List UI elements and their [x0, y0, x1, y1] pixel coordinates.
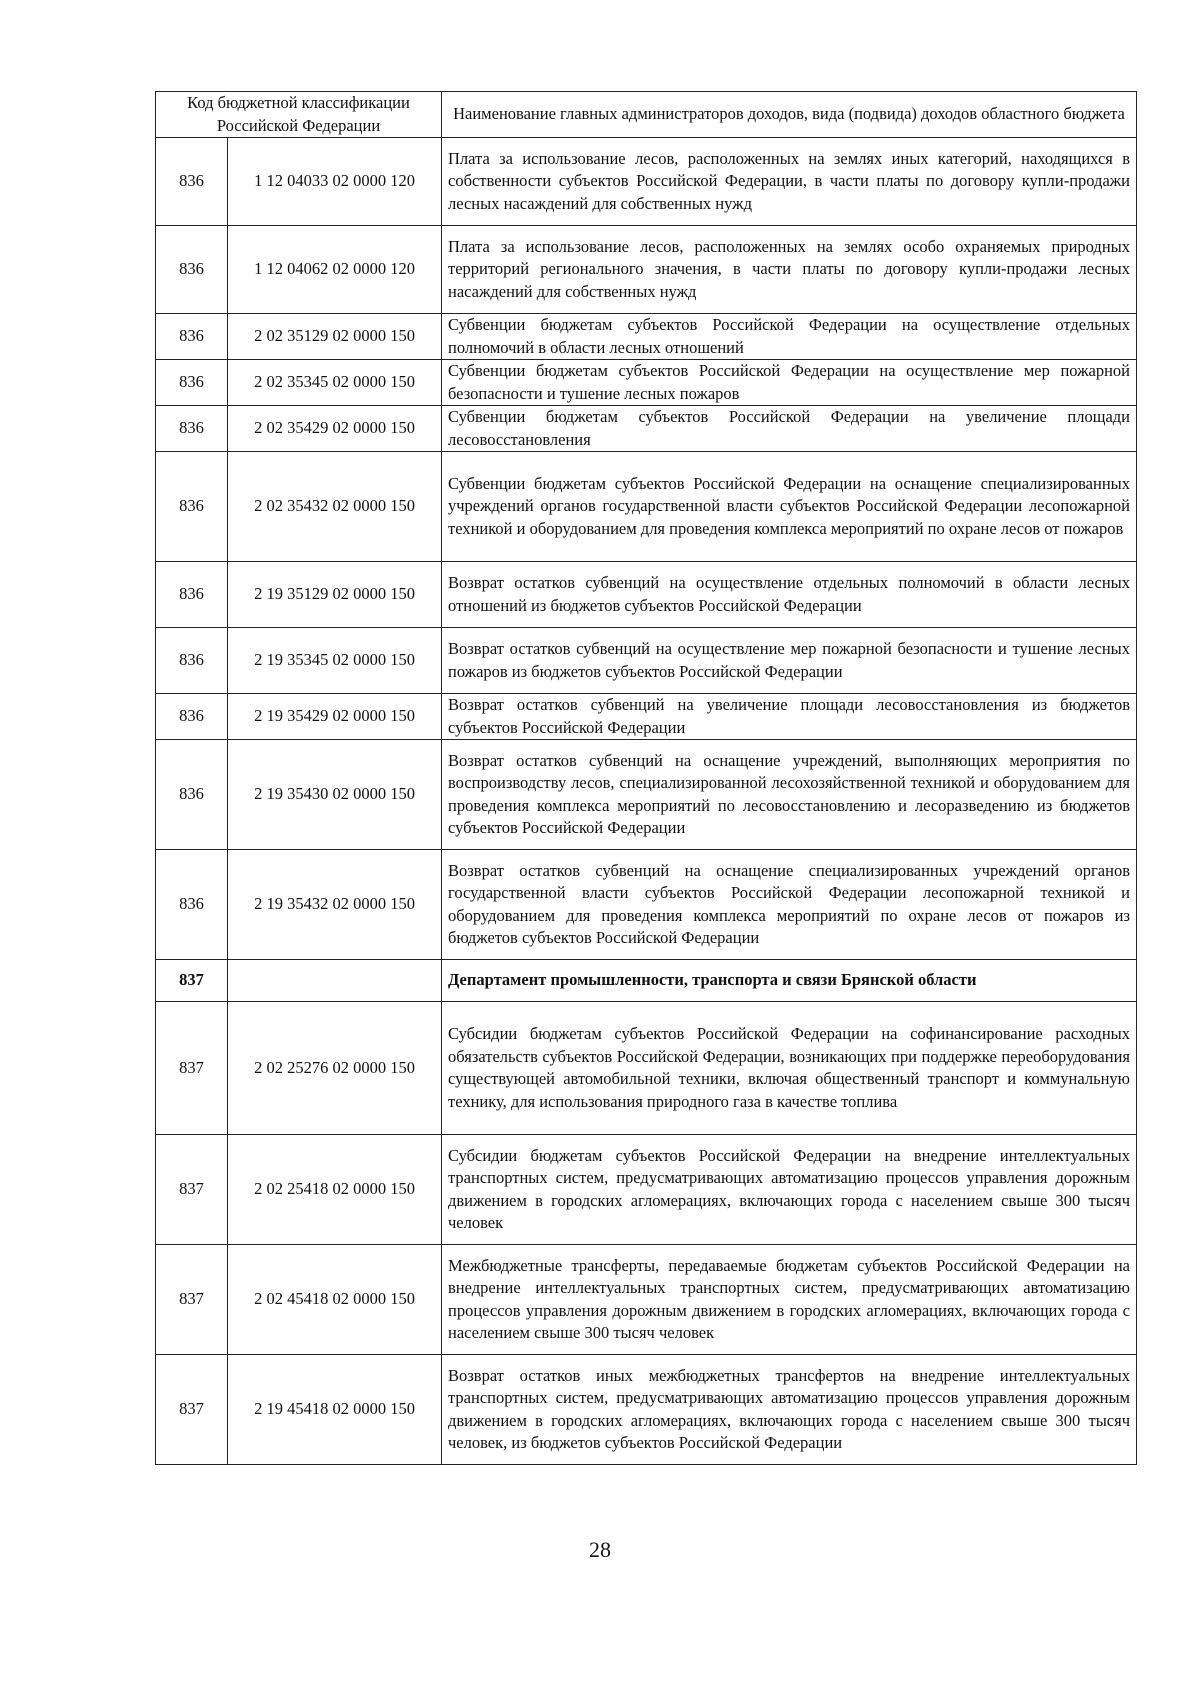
admin-code-cell: 836	[156, 562, 228, 628]
header-name-column: Наименование главных администраторов доходов, вида (подвида) доходов областного бюджета	[442, 92, 1137, 138]
budget-classification-table	[155, 91, 1137, 1465]
admin-code-cell: 836	[156, 740, 228, 850]
admin-code-cell: 837	[156, 1002, 228, 1135]
table-row	[156, 226, 1137, 314]
budget-code-cell: 2 19 35129 02 0000 150	[228, 562, 442, 628]
admin-code-cell: 836	[156, 406, 228, 452]
header-code-column: Код бюджетной классификации Российской Федерации	[156, 92, 442, 138]
revenue-name-cell: Возврат остатков субвенций на оснащение специализированных учреждений органов государственной власти субъектов Российской Федерации лесопожарной техникой и оборудованием для проведения комплекса мероприятий по охране лесов от пожаров из бюджетов субъектов Российской Федерации	[442, 850, 1137, 960]
revenue-name-cell: Субвенции бюджетам субъектов Российской Федерации на оснащение специализированных учреждений органов государственной власти субъектов Российской Федерации лесопожарной техникой и оборудованием для проведения комплекса мероприятий по охране лесов от пожаров	[442, 452, 1137, 562]
table-row	[156, 360, 1137, 406]
table-row	[156, 740, 1137, 850]
budget-code-cell: 1 12 04062 02 0000 120	[228, 226, 442, 314]
admin-code-cell: 836	[156, 138, 228, 226]
admin-code-cell: 837	[156, 1245, 228, 1355]
table-row	[156, 960, 1137, 1002]
table-row	[156, 562, 1137, 628]
revenue-name-cell: Возврат остатков субвенций на оснащение учреждений, выполняющих мероприятия по воспроизводству лесов, специализированной лесохозяйственной техникой и оборудованием для проведения комплекса мероприятий по лесовосстановлению и лесоразведению из бюджетов субъектов Российской Федерации	[442, 740, 1137, 850]
table-row	[156, 694, 1137, 740]
table-row	[156, 1355, 1137, 1465]
table-row	[156, 138, 1137, 226]
admin-code-cell: 836	[156, 850, 228, 960]
revenue-name-cell: Департамент промышленности, транспорта и связи Брянской области	[442, 960, 1137, 1002]
revenue-name-cell: Возврат остатков субвенций на осуществление мер пожарной безопасности и тушение лесных пожаров из бюджетов субъектов Российской Федерации	[442, 628, 1137, 694]
revenue-name-cell: Субвенции бюджетам субъектов Российской Федерации на осуществление мер пожарной безопасности и тушение лесных пожаров	[442, 360, 1137, 406]
admin-code-cell: 836	[156, 628, 228, 694]
budget-code-cell: 2 19 45418 02 0000 150	[228, 1355, 442, 1465]
admin-code-cell: 837	[156, 960, 228, 1002]
revenue-name-cell: Субсидии бюджетам субъектов Российской Федерации на внедрение интеллектуальных транспортных систем, предусматривающих автоматизацию процессов управления дорожным движением в городских агломерациях, включающих города с населением свыше 300 тысяч человек	[442, 1135, 1137, 1245]
table-header-row	[156, 92, 1137, 138]
revenue-name-cell: Возврат остатков субвенций на осуществление отдельных полномочий в области лесных отношений из бюджетов субъектов Российской Федерации	[442, 562, 1137, 628]
table-row	[156, 452, 1137, 562]
budget-code-cell: 2 02 25276 02 0000 150	[228, 1002, 442, 1135]
table-row	[156, 850, 1137, 960]
table-body	[156, 138, 1137, 1465]
table-row	[156, 1245, 1137, 1355]
budget-code-cell: 1 12 04033 02 0000 120	[228, 138, 442, 226]
admin-code-cell: 836	[156, 452, 228, 562]
budget-code-cell: 2 02 45418 02 0000 150	[228, 1245, 442, 1355]
admin-code-cell: 836	[156, 226, 228, 314]
budget-code-cell: 2 19 35429 02 0000 150	[228, 694, 442, 740]
budget-code-cell: 2 02 35345 02 0000 150	[228, 360, 442, 406]
budget-code-cell: 2 19 35430 02 0000 150	[228, 740, 442, 850]
admin-code-cell: 837	[156, 1135, 228, 1245]
budget-code-cell	[228, 960, 442, 1002]
admin-code-cell: 836	[156, 314, 228, 360]
budget-code-cell: 2 02 35432 02 0000 150	[228, 452, 442, 562]
budget-code-cell: 2 02 25418 02 0000 150	[228, 1135, 442, 1245]
revenue-name-cell: Плата за использование лесов, расположенных на землях особо охраняемых природных территорий регионального значения, в части платы по договору купли-продажи лесных насаждений для собственных нужд	[442, 226, 1137, 314]
revenue-name-cell: Возврат остатков субвенций на увеличение площади лесовосстановления из бюджетов субъектов Российской Федерации	[442, 694, 1137, 740]
revenue-name-cell: Субвенции бюджетам субъектов Российской Федерации на увеличение площади лесовосстановления	[442, 406, 1137, 452]
budget-code-cell: 2 02 35129 02 0000 150	[228, 314, 442, 360]
table-row	[156, 1002, 1137, 1135]
revenue-name-cell: Возврат остатков иных межбюджетных трансфертов на внедрение интеллектуальных транспортных систем, предусматривающих автоматизацию процессов управления дорожным движением в городских агломерациях, включающих города с населением свыше 300 тысяч человек, из бюджетов субъектов Российской Федерации	[442, 1355, 1137, 1465]
revenue-name-cell: Субвенции бюджетам субъектов Российской Федерации на осуществление отдельных полномочий в области лесных отношений	[442, 314, 1137, 360]
budget-code-cell: 2 19 35345 02 0000 150	[228, 628, 442, 694]
table-row	[156, 314, 1137, 360]
table-row	[156, 406, 1137, 452]
revenue-name-cell: Плата за использование лесов, расположенных на землях иных категорий, находящихся в собственности субъектов Российской Федерации, в части платы по договору купли-продажи лесных насаждений для собственных нужд	[442, 138, 1137, 226]
page-number: 28	[589, 1537, 611, 1562]
budget-code-cell: 2 02 35429 02 0000 150	[228, 406, 442, 452]
revenue-name-cell: Межбюджетные трансферты, передаваемые бюджетам субъектов Российской Федерации на внедрение интеллектуальных транспортных систем, предусматривающих автоматизацию процессов управления дорожным движением в городских агломерациях, включающих города с населением свыше 300 тысяч человек	[442, 1245, 1137, 1355]
admin-code-cell: 836	[156, 360, 228, 406]
admin-code-cell: 836	[156, 694, 228, 740]
revenue-name-cell: Субсидии бюджетам субъектов Российской Федерации на софинансирование расходных обязательств субъектов Российской Федерации, возникающих при поддержке переоборудования существующей автомобильной техники, включая общественный транспорт и коммунальную технику, для использования природного газа в качестве топлива	[442, 1002, 1137, 1135]
admin-code-cell: 837	[156, 1355, 228, 1465]
budget-code-cell: 2 19 35432 02 0000 150	[228, 850, 442, 960]
table-row	[156, 628, 1137, 694]
table-row	[156, 1135, 1137, 1245]
